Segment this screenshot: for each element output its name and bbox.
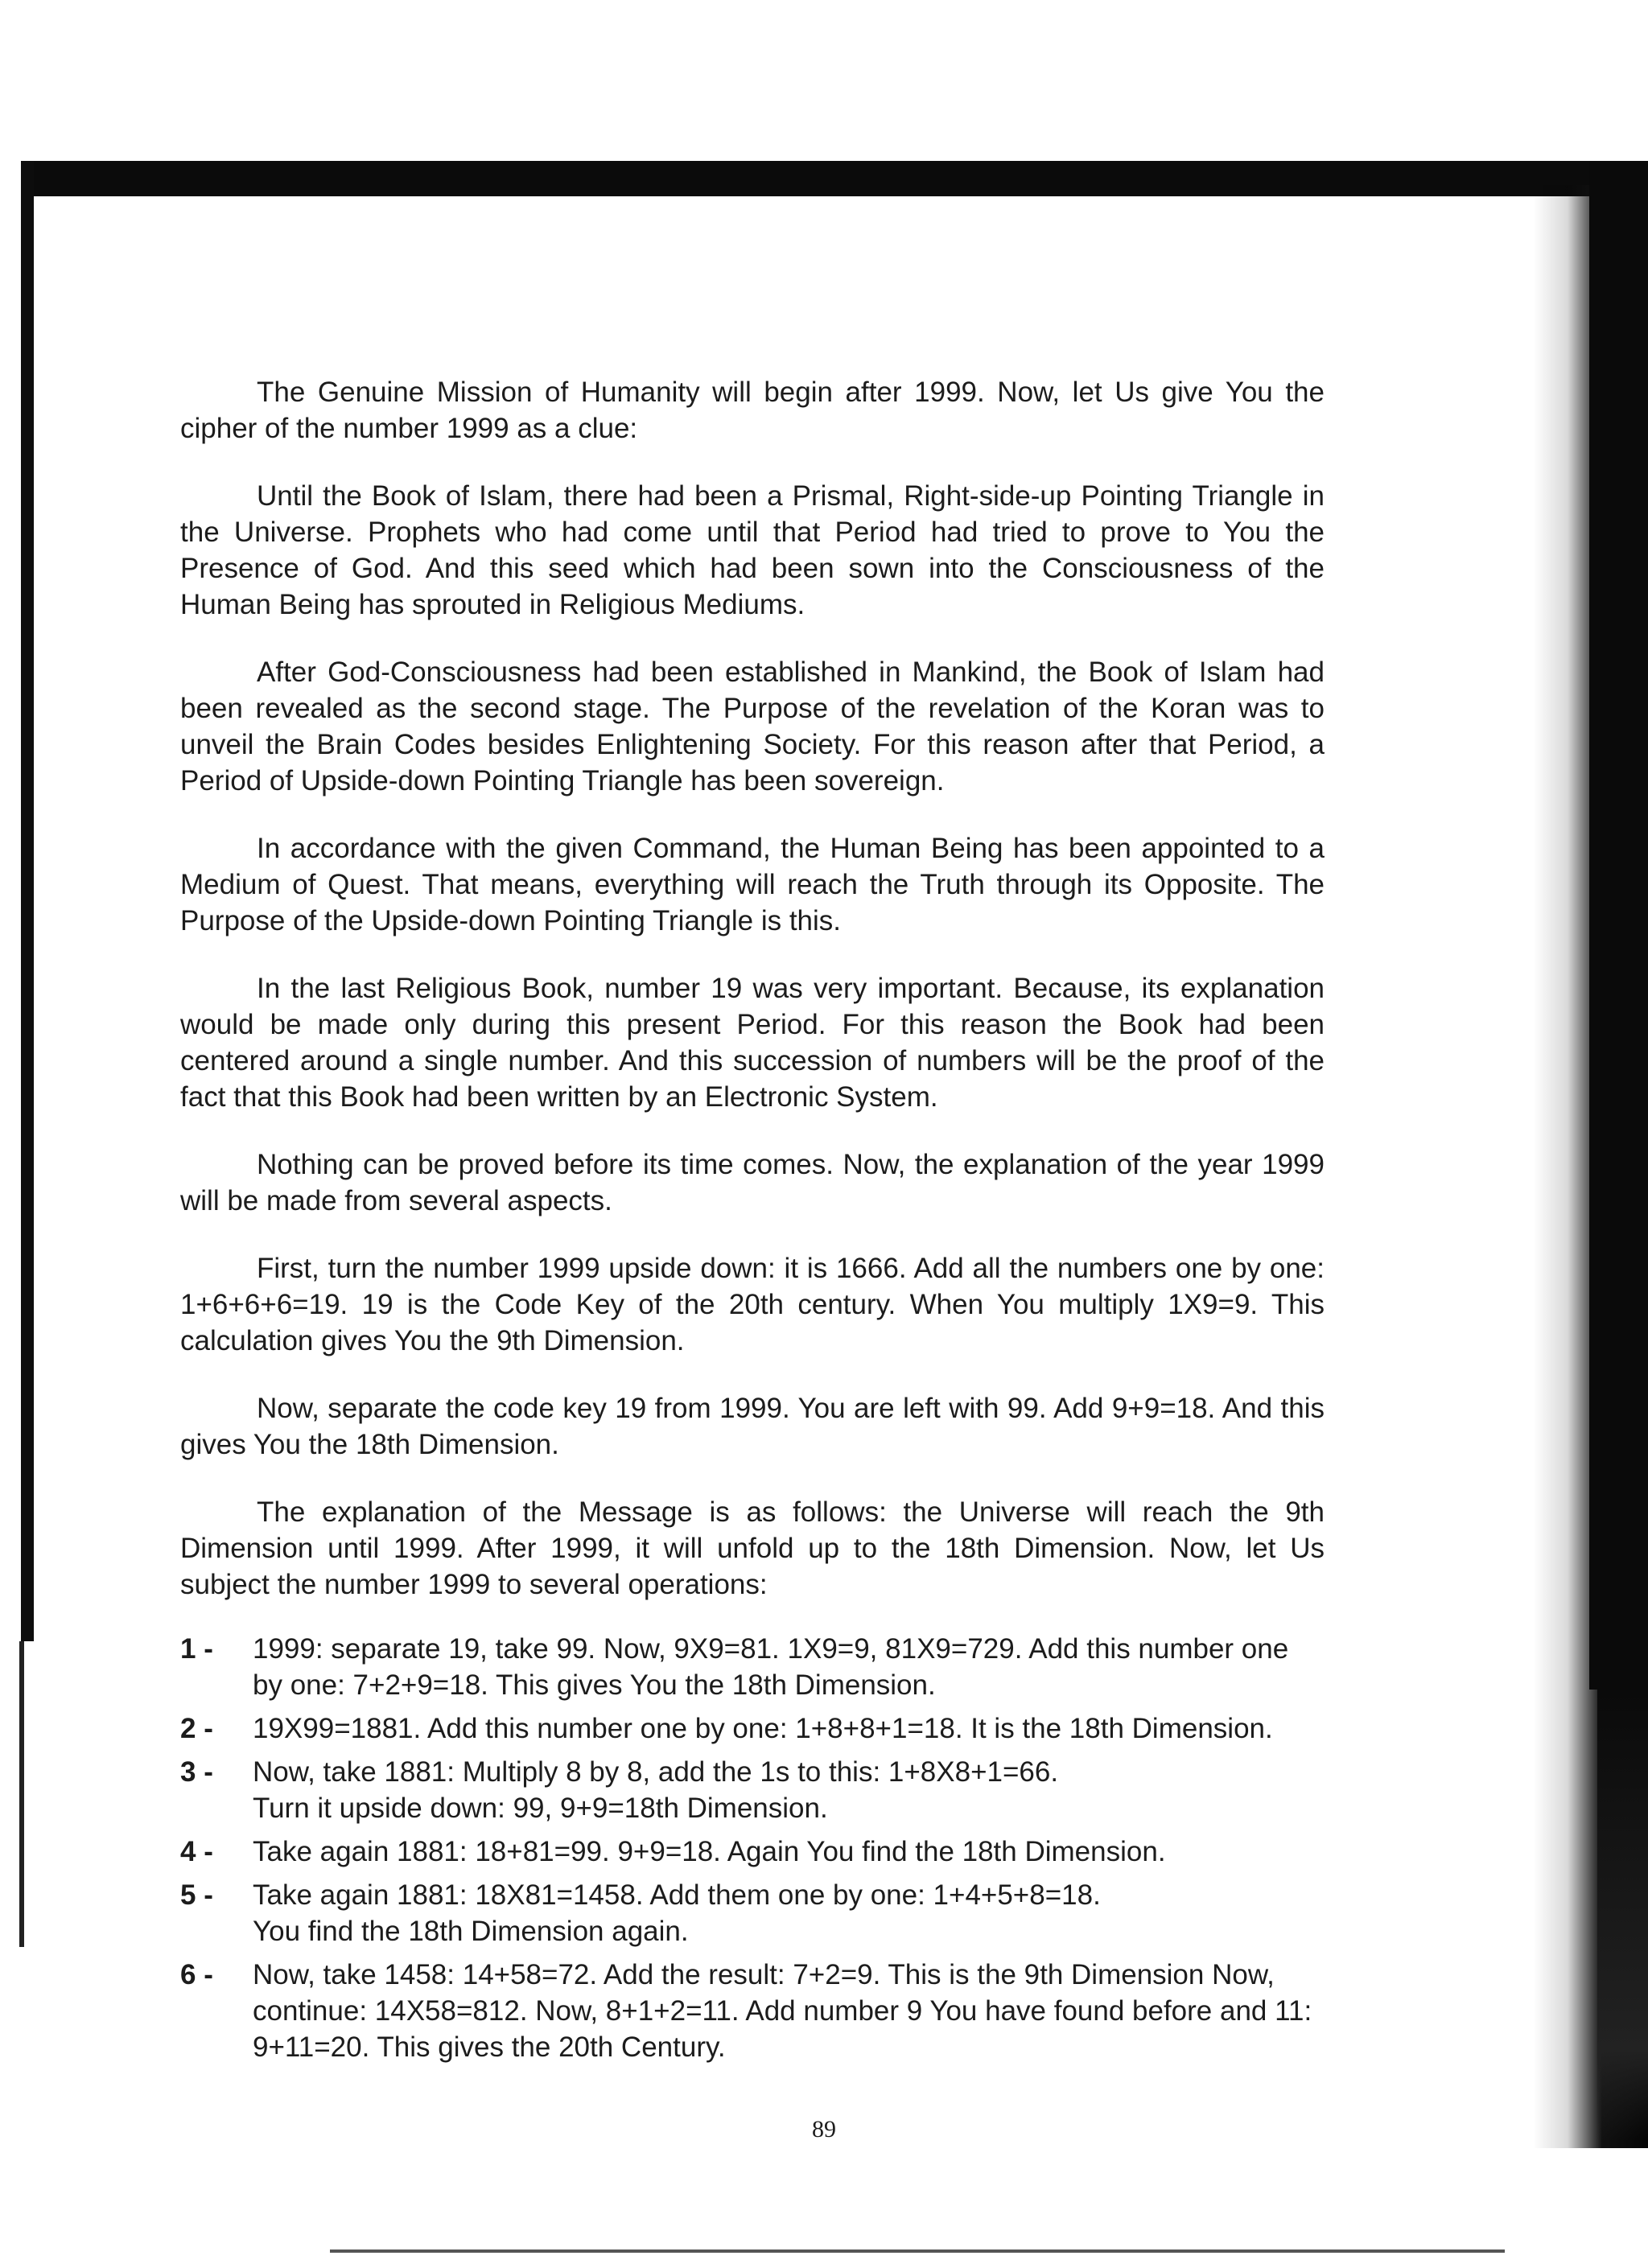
list-item-number: 5 - xyxy=(180,1879,213,1911)
list-item-text xyxy=(253,1710,1325,1747)
paragraph: In accordance with the given Command, the Human Being has been appointed to a Medium of Quest. That means, everything will reach the Truth through its Opposite. The Purpose of the Upside-down Pointing Triangle is this. xyxy=(180,833,1325,936)
list-item-line: Now, take 1881: Multiply 8 by 8, add the 1s to this: 1+8X8+1=66. xyxy=(253,1756,1059,1788)
scan-left-edge-lower xyxy=(19,1641,24,1947)
paragraph: After God-Consciousness had been established in Mankind, the Book of Islam had been revealed as the second stage. The Purpose of the revelation of the Koran was to unveil the Brain Codes besides Enlightening Society. For this reason after that Period, a Period of Upside-down Pointing Triangle has been sovereign. xyxy=(180,657,1325,796)
list-item-text xyxy=(253,1877,1325,1949)
paragraph: The Genuine Mission of Humanity will begin after 1999. Now, let Us give You the cipher of the number 1999 as a clue: xyxy=(180,377,1325,444)
list-item-line: 1999: separate 19, take 99. Now, 9X9=81. 1X9=9, 81X9=729. Add this number one by one: 7+2+9=18. This gives You the 18th Dimension. xyxy=(253,1633,1289,1701)
list-item-number: 4 - xyxy=(180,1836,213,1867)
list-item-line: 19X99=1881. Add this number one by one: 1+8+8+1=18. It is the 18th Dimension. xyxy=(253,1713,1273,1744)
scan-left-edge xyxy=(21,161,34,1641)
list-item xyxy=(180,1957,1325,2065)
list-item-number: 6 - xyxy=(180,1959,213,1990)
list-item-line: You find the 18th Dimension again. xyxy=(253,1916,689,1947)
page-number: 89 xyxy=(812,2116,836,2142)
list-item-text xyxy=(253,1957,1325,2065)
scan-top-edge xyxy=(21,161,1622,196)
list-item-number: 3 - xyxy=(180,1756,213,1788)
list-item-line: Take again 1881: 18X81=1458. Add them one by one: 1+4+5+8=18. xyxy=(253,1879,1101,1911)
paragraph: Until the Book of Islam, there had been a Prismal, Right-side-up Pointing Triangle in the Universe. Prophets who had come until that Period had tried to prove to You the Presence of God. And this seed which had been sown into the Consciousness of the Human Being has sprouted in Religious Mediums. xyxy=(180,480,1325,620)
scan-right-edge xyxy=(1589,161,1648,1690)
list-item xyxy=(180,1877,1325,1949)
list-item-line: Turn it upside down: 99, 9+9=18th Dimension. xyxy=(253,1793,828,1824)
list-item-line: Now, take 1458: 14+58=72. Add the result: 7+2=9. This is the 9th Dimension Now, continue: 14X58=812. Now, 8+1+2=11. Add number 9 You have found before and 11: 9+11=20. This gives the 20th Century. xyxy=(253,1959,1312,2063)
list-item-text xyxy=(253,1631,1325,1703)
list-item xyxy=(180,1754,1325,1826)
list-item-text xyxy=(253,1834,1325,1870)
paragraph: Now, separate the code key 19 from 1999. You are left with 99. Add 9+9=18. And this gives You the 18th Dimension. xyxy=(180,1393,1325,1460)
list-item-text xyxy=(253,1754,1325,1826)
list-item-number: 2 - xyxy=(180,1713,213,1744)
scan-right-edge-lower xyxy=(1597,1690,1648,2140)
list-item xyxy=(180,1834,1325,1870)
scan-bottom-edge xyxy=(330,2249,1505,2253)
list-item-line: Take again 1881: 18+81=99. 9+9=18. Again You find the 18th Dimension. xyxy=(253,1836,1166,1867)
list-item-number: 1 - xyxy=(180,1633,213,1665)
paragraph: In the last Religious Book, number 19 was very important. Because, its explanation would be made only during this present Period. For this reason the Book had been centered around a single number. And this succession of numbers will be the proof of the fact that this Book had been written by an Electronic System. xyxy=(180,973,1325,1113)
page-content xyxy=(180,374,1325,2072)
list-item xyxy=(180,1631,1325,1703)
paragraph: Nothing can be proved before its time comes. Now, the explanation of the year 1999 will be made from several aspects. xyxy=(180,1149,1325,1216)
paragraph: The explanation of the Message is as follows: the Universe will reach the 9th Dimension until 1999. After 1999, it will unfold up to the 18th Dimension. Now, let Us subject the number 1999 to several operations: xyxy=(180,1496,1325,1600)
operations-list xyxy=(180,1631,1325,2065)
list-item xyxy=(180,1710,1325,1747)
paragraph: First, turn the number 1999 upside down: it is 1666. Add all the numbers one by one: 1+6+6+6=19. 19 is the Code Key of the 20th century. When You multiply 1X9=9. This calculation gives You the 9th Dimension. xyxy=(180,1253,1325,1356)
